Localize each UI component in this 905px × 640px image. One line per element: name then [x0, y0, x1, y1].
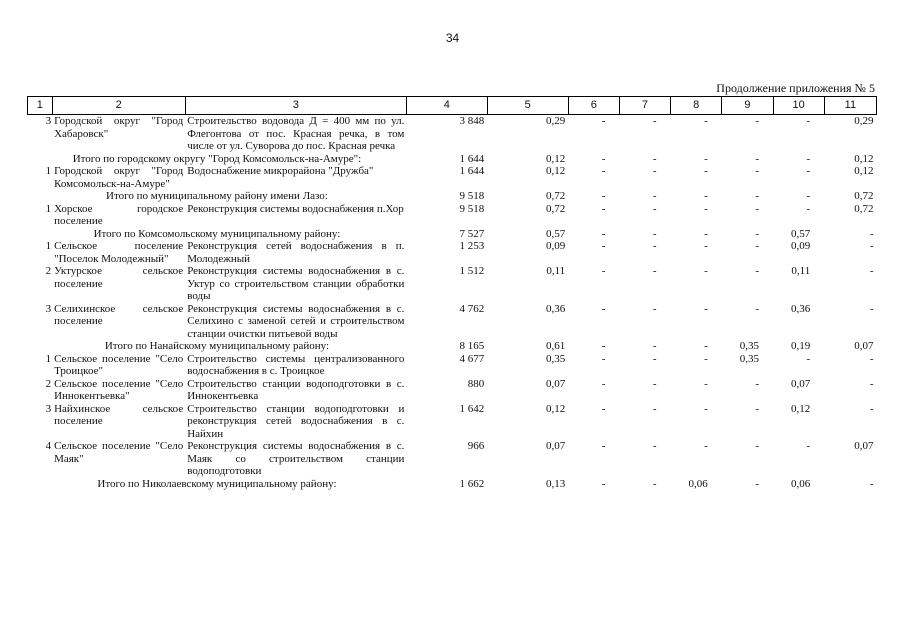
table-row [28, 303, 877, 341]
table-row [28, 403, 877, 441]
municipality-name: Городской округ "Город Хабаровск" [54, 115, 184, 140]
value-cell-col-9: - [755, 265, 759, 277]
value-cell-col-9: - [755, 302, 759, 315]
value-cell-col-4: 1 512 [459, 265, 485, 277]
value-cell-col-4: 7 527 [459, 227, 485, 240]
row-number: 2 [45, 377, 52, 390]
header-col-10: 10 [773, 97, 824, 115]
value-cell-col-4: 1 662 [459, 477, 485, 490]
subtotal-label: Итого по городскому округу "Город Комсомольск-на-Амуре": [72, 152, 362, 165]
header-col-6: 6 [568, 97, 619, 115]
value-cell-col-6: - [601, 265, 606, 277]
header-col-1: 1 [28, 97, 53, 115]
value-cell-col-7: - [652, 165, 657, 177]
value-cell-col-6: - [601, 152, 606, 165]
value-cell-col-8: - [704, 340, 708, 352]
value-cell-col-7: - [652, 377, 657, 390]
header-col-8: 8 [671, 97, 722, 115]
value-cell-col-7: - [652, 265, 657, 277]
value-cell-col-11: - [869, 477, 874, 490]
value-cell-col-6: - [601, 377, 606, 390]
municipality-name: Хорское городское поселение [54, 202, 184, 227]
value-cell-col-6: - [601, 190, 606, 202]
value-cell-col-11: - [869, 402, 874, 415]
municipality-name: Найхинское сельское поселение [54, 402, 184, 427]
value-cell-col-10: - [806, 152, 811, 165]
value-cell-col-10: - [806, 115, 811, 127]
value-cell-col-7: - [652, 240, 657, 252]
value-cell-col-4: 9 518 [459, 190, 485, 202]
value-cell-col-8: - [704, 115, 708, 127]
value-cell-col-8: - [704, 240, 708, 252]
project-description: Строительство станции водоподготовки и реконструкция сетей водоснабжения в с. Найхин [187, 402, 405, 440]
row-number: 1 [45, 202, 52, 215]
value-cell-col-10: 0,07 [790, 377, 811, 390]
project-description: Реконструкция системы водоснабжения п.Хор [187, 202, 404, 215]
value-cell-col-8: - [704, 165, 708, 177]
value-cell-col-8: 0,06 [688, 477, 708, 490]
project-description: Реконструкция системы водоснабжения в с. Уктур со строительством станции обработки воды [187, 265, 405, 302]
value-cell-col-6: - [601, 440, 606, 452]
value-cell-col-10: 0,57 [790, 227, 811, 240]
row-number: 3 [45, 402, 52, 415]
value-cell-col-7: - [652, 340, 657, 352]
value-cell-col-11: 0,07 [854, 440, 874, 452]
value-cell-col-4: 1 644 [459, 152, 485, 165]
value-cell-col-5: 0,57 [545, 227, 566, 240]
subtotal-row [28, 340, 877, 353]
value-cell-col-4: 1 253 [459, 240, 485, 252]
row-number: 3 [45, 115, 52, 127]
municipality-name: Сельское поселение "Село Троицкое" [54, 352, 184, 377]
table-row [28, 115, 877, 153]
value-cell-col-10: - [806, 165, 811, 177]
value-cell-col-8: - [704, 152, 708, 165]
value-cell-col-8: - [704, 265, 708, 277]
value-cell-col-6: - [601, 352, 606, 365]
value-cell-col-6: - [601, 402, 606, 415]
value-cell-col-11: - [869, 377, 874, 390]
value-cell-col-4: 4 762 [459, 302, 485, 315]
subtotal-label: Итого по Комсомольскому муниципальному району: [93, 227, 341, 240]
header-col-2: 2 [52, 97, 185, 115]
value-cell-col-9: - [755, 202, 759, 215]
row-number: 1 [45, 240, 52, 252]
table-row [28, 165, 877, 190]
value-cell-col-9: 0,35 [739, 352, 759, 365]
value-cell-col-4: 9 518 [459, 202, 485, 215]
value-cell-col-10: 0,36 [790, 302, 811, 315]
value-cell-col-9: - [755, 402, 759, 415]
value-cell-col-7: - [652, 302, 657, 315]
value-cell-col-6: - [601, 165, 606, 177]
project-description: Реконструкция системы водоснабжения в с. Маяк со строительством станции водоподготовки [187, 440, 405, 477]
value-cell-col-11: 0,12 [854, 152, 874, 165]
table-row [28, 378, 877, 403]
subtotal-row [28, 478, 877, 491]
subtotal-row [28, 190, 877, 203]
value-cell-col-11: 0,07 [854, 340, 874, 352]
value-cell-col-11: 0,12 [854, 165, 874, 177]
value-cell-col-10: - [806, 440, 811, 452]
municipality-name: Сельское поселение "Село Иннокентьевка" [54, 377, 184, 402]
value-cell-col-9: - [755, 477, 759, 490]
value-cell-col-7: - [652, 152, 657, 165]
value-cell-col-6: - [601, 302, 606, 315]
value-cell-col-9: - [755, 152, 759, 165]
value-cell-col-10: 0,12 [790, 402, 811, 415]
table-row [28, 353, 877, 378]
value-cell-col-5: 0,07 [545, 440, 566, 452]
value-cell-col-4: 4 677 [459, 352, 485, 365]
page-number: 34 [445, 31, 460, 45]
row-number: 1 [45, 352, 52, 365]
appendix-continuation-note: Продолжение приложения № 5 [716, 81, 875, 95]
value-cell-col-11: - [869, 265, 874, 277]
row-number: 1 [45, 165, 52, 177]
project-description: Строительство системы централизованного водоснабжения в с. Троицкое [187, 352, 405, 377]
value-cell-col-5: 0,35 [545, 352, 566, 365]
value-cell-col-8: - [704, 202, 708, 215]
subtotal-label: Итого по муниципальному району имени Лазо: [106, 190, 328, 202]
value-cell-col-11: - [869, 302, 874, 315]
subtotal-row [28, 228, 877, 241]
table-header-row [28, 97, 877, 115]
value-cell-col-4: 1 644 [459, 165, 485, 177]
row-number: 3 [45, 302, 52, 315]
value-cell-col-7: - [652, 440, 657, 452]
value-cell-col-8: - [704, 402, 708, 415]
value-cell-col-4: 880 [467, 377, 485, 390]
value-cell-col-8: - [704, 440, 708, 452]
value-cell-col-5: 0,29 [545, 115, 566, 127]
value-cell-col-5: 0,09 [545, 240, 566, 252]
value-cell-col-8: - [704, 377, 708, 390]
table-row [28, 265, 877, 303]
value-cell-col-9: - [755, 240, 759, 252]
value-cell-col-5: 0,12 [545, 152, 566, 165]
value-cell-col-9: - [755, 440, 759, 452]
value-cell-col-6: - [601, 227, 606, 240]
header-col-3: 3 [185, 97, 406, 115]
project-description: Строительство водовода Д = 400 мм по ул. Флегонтова от пос. Красная речка, в том числе от ул. Суворова до пос. Красная речка [187, 115, 405, 152]
value-cell-col-5: 0,07 [545, 377, 566, 390]
value-cell-col-8: - [704, 190, 708, 202]
value-cell-col-6: - [601, 202, 606, 215]
value-cell-col-10: - [806, 190, 811, 202]
value-cell-col-9: - [755, 115, 759, 127]
value-cell-col-7: - [652, 190, 657, 202]
value-cell-col-4: 1 642 [459, 402, 485, 415]
value-cell-col-8: - [704, 302, 708, 315]
value-cell-col-7: - [652, 202, 657, 215]
value-cell-col-11: - [869, 227, 874, 240]
value-cell-col-7: - [652, 352, 657, 365]
value-cell-col-5: 0,61 [545, 340, 566, 352]
value-cell-col-5: 0,36 [545, 302, 566, 315]
value-cell-col-5: 0,13 [545, 477, 566, 490]
value-cell-col-7: - [652, 477, 657, 490]
value-cell-col-10: - [806, 202, 811, 215]
subtotal-label: Итого по Нанайскому муниципальному району: [104, 340, 330, 352]
value-cell-col-7: - [652, 115, 657, 127]
value-cell-col-4: 966 [467, 440, 485, 452]
municipality-name: Уктурское сельское поселение [54, 265, 184, 290]
row-number: 2 [45, 265, 52, 277]
header-col-7: 7 [619, 97, 670, 115]
municipality-name: Городской округ "Город Комсомольск-на-Амуре" [54, 165, 184, 190]
value-cell-col-11: 0,72 [854, 202, 874, 215]
value-cell-col-4: 3 848 [459, 115, 485, 127]
table-row [28, 440, 877, 478]
subtotal-label: Итого по Николаевскому муниципальному району: [97, 477, 337, 490]
value-cell-col-6: - [601, 115, 606, 127]
value-cell-col-11: - [869, 352, 874, 365]
subtotal-row [28, 153, 877, 166]
project-description: Строительство станции водоподготовки в с. Иннокентьевка [187, 377, 405, 402]
value-cell-col-11: 0,72 [854, 190, 874, 202]
municipality-name: Селихинское сельское поселение [54, 302, 184, 327]
value-cell-col-9: - [755, 165, 759, 177]
municipality-name: Сельское поселение "Село Маяк" [54, 440, 184, 465]
table-row [28, 240, 877, 265]
value-cell-col-6: - [601, 477, 606, 490]
header-col-11: 11 [824, 97, 876, 115]
value-cell-col-10: - [806, 352, 811, 365]
value-cell-col-11: - [869, 240, 874, 252]
value-cell-col-7: - [652, 402, 657, 415]
row-number: 4 [45, 440, 52, 452]
value-cell-col-11: 0,29 [854, 115, 874, 127]
value-cell-col-9: 0,35 [739, 340, 759, 352]
value-cell-col-9: - [755, 227, 759, 240]
project-description: Водоснабжение микрорайона "Дружба" [187, 165, 374, 177]
header-col-4: 4 [406, 97, 487, 115]
value-cell-col-8: - [704, 227, 708, 240]
value-cell-col-9: - [755, 377, 759, 390]
value-cell-col-5: 0,72 [545, 190, 566, 202]
value-cell-col-8: - [704, 352, 708, 365]
value-cell-col-5: 0,12 [545, 402, 566, 415]
value-cell-col-10: 0,19 [790, 340, 811, 352]
project-description: Реконструкция системы водоснабжения в с. Селихино с заменой сетей и строительством станции очистки питьевой воды [187, 302, 405, 340]
appendix-table [27, 96, 877, 490]
value-cell-col-5: 0,12 [545, 165, 566, 177]
header-col-5: 5 [487, 97, 568, 115]
value-cell-col-4: 8 165 [459, 340, 485, 352]
municipality-name: Сельское поселение "Поселок Молодежный" [54, 240, 184, 265]
value-cell-col-7: - [652, 227, 657, 240]
value-cell-col-9: - [755, 190, 759, 202]
value-cell-col-5: 0,72 [545, 202, 566, 215]
value-cell-col-10: 0,09 [790, 240, 811, 252]
value-cell-col-10: 0,11 [791, 265, 811, 277]
table-body [28, 115, 877, 491]
project-description: Реконструкция сетей водоснабжения в п. Молодежный [187, 240, 405, 265]
value-cell-col-10: 0,06 [790, 477, 811, 490]
header-col-9: 9 [722, 97, 773, 115]
value-cell-col-6: - [601, 240, 606, 252]
value-cell-col-6: - [601, 340, 606, 352]
value-cell-col-5: 0,11 [546, 265, 566, 277]
table-row [28, 203, 877, 228]
